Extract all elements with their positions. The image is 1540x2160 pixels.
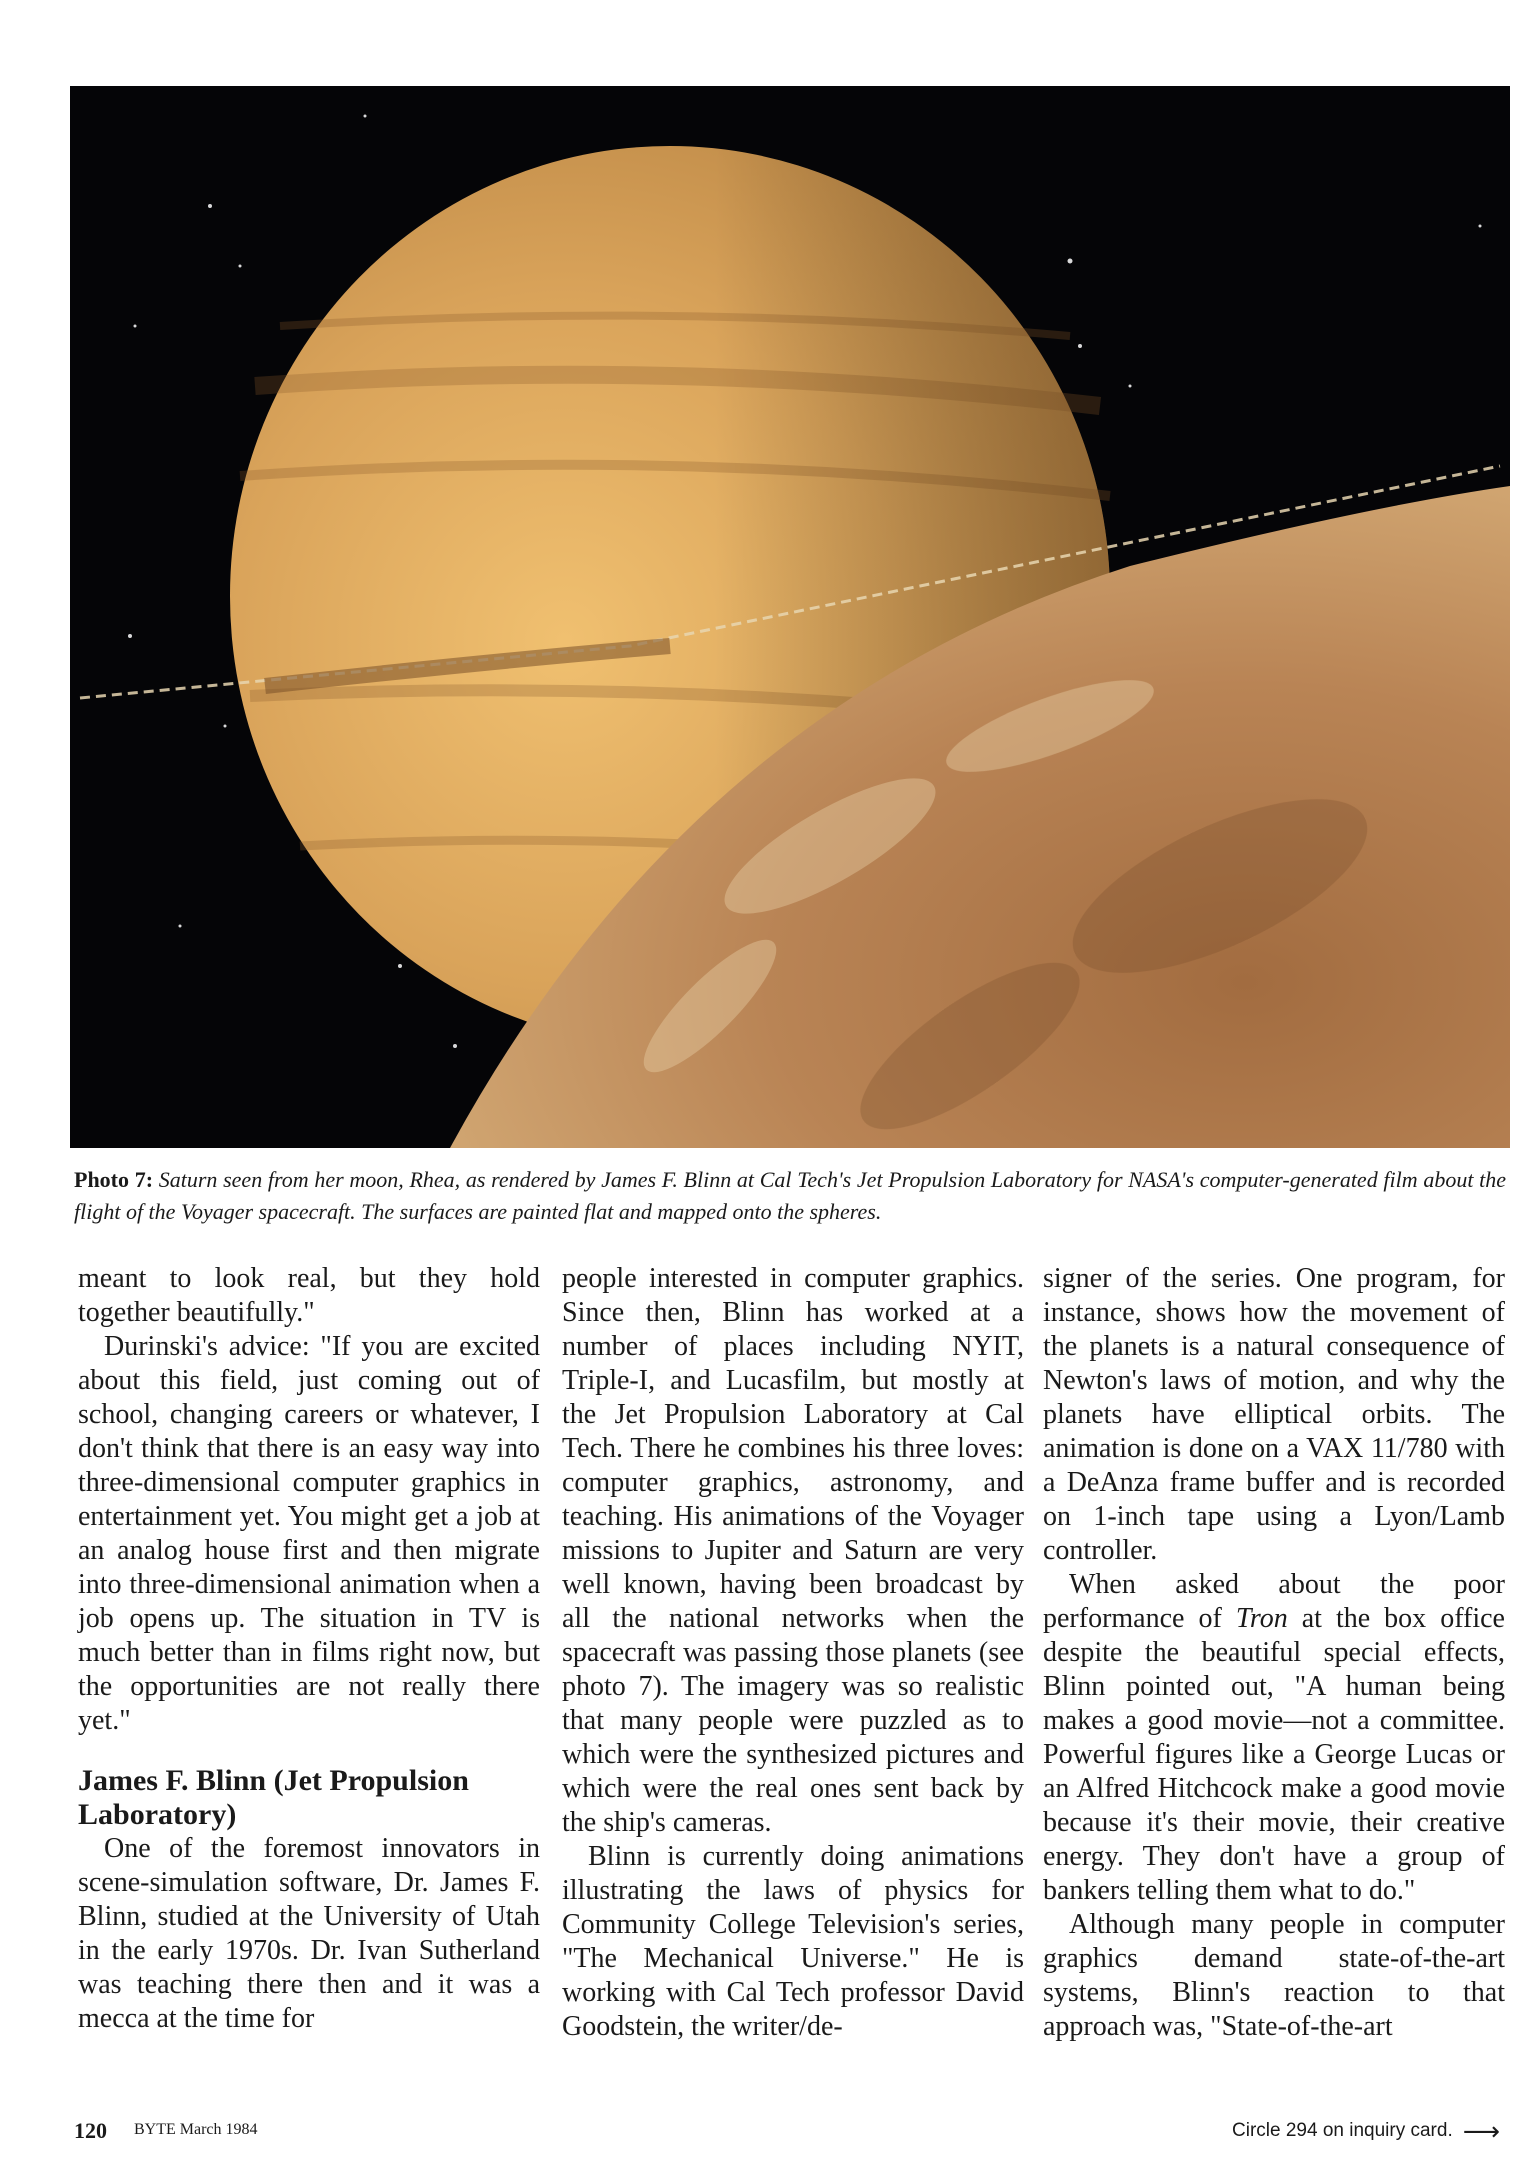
column-1 (78, 1262, 540, 2036)
page-footer (0, 2118, 1540, 2158)
paragraph: One of the foremost innovators in scene-simulation software, Dr. James F. Blinn, studied at the University of Utah in the early 1970s. Dr. Ivan Sutherland was teaching there then and it was a mecca at the time for (78, 1833, 540, 2034)
text-run: When asked about the poor performance of (1043, 1569, 1505, 1634)
paragraph: Although many people in computer graphics demand state-of-the-art systems, Blinn's reaction to that approach was, "State-of-the-art (1043, 1909, 1505, 2042)
paragraph: Durinski's advice: "If you are excited about this field, just coming out of school, changing careers or whatever, I don't think that there is an easy way into three-dimensional computer graphics in entertainment yet. You might get a job at an analog house first and then migrate into three-dimensional animation when a job opens up. The situation in TV is much better than in films right now, but the opportunities are not really there yet." (78, 1331, 540, 1736)
paragraph: people interested in computer graphics. Since then, Blinn has worked at a number of places including NYIT, Triple-I, and Lucasfilm, but mostly at the Jet Propulsion Laboratory at Cal Tech. There he combines his three loves: computer graphics, astronomy, and teaching. His animations of the Voyager missions to Jupiter and Saturn are very well known, having been broadcast by all the national networks when the spacecraft was passing those planets (see photo 7). The imagery was so realistic that many people were puzzled as to which were the synthesized pictures and which were the real ones sent back by the ship's cameras. (562, 1263, 1024, 1838)
paragraph (1043, 1568, 1505, 1908)
column-3 (1043, 1262, 1505, 2044)
caption-label: Photo 7: (74, 1167, 154, 1192)
inquiry-note (1232, 2116, 1500, 2146)
saturn-photo (70, 86, 1510, 1148)
inquiry-text: Circle 294 on inquiry card. (1232, 2120, 1453, 2141)
saturn-rhea-illustration (70, 86, 1510, 1148)
column-2 (562, 1262, 1024, 2044)
caption-text: Saturn seen from her moon, Rhea, as rendered by James F. Blinn at Cal Tech's Jet Propulsion Laboratory for NASA's computer-generated film about the flight of the Voyager spacecraft. The surfaces are painted flat and mapped onto the spheres. (74, 1167, 1507, 1224)
text-run: at the box office despite the beautiful special effects, Blinn pointed out, "A human being makes a good movie—not a committee. Powerful figures like a George Lucas or an Alfred Hitchcock make a good movie because it's their movie, their creative energy. They don't have a group of bankers telling them what to do." (1043, 1603, 1505, 1906)
article-body (0, 1262, 1540, 2082)
arrow-right-icon: ⟶ (1462, 2116, 1500, 2146)
paragraph: Blinn is currently doing animations illustrating the laws of physics for Community College Television's series, "The Mechanical Universe." He is working with Cal Tech professor David Goodstein, the writer/de- (562, 1841, 1024, 2042)
page-number: 120 (74, 2118, 107, 2143)
paragraph: meant to look real, but they hold together beautifully." (78, 1263, 540, 1328)
magazine-issue: BYTE March 1984 (134, 2121, 258, 2138)
paragraph: signer of the series. One program, for instance, shows how the movement of the planets is a natural consequence of Newton's laws of motion, and why the planets have elliptical orbits. The animation is done on a VAX 11/780 with a DeAnza frame buffer and is recorded on 1-inch tape using a Lyon/Lamb controller. (1043, 1263, 1505, 1566)
film-title: Tron (1235, 1603, 1288, 1634)
section-heading: James F. Blinn (Jet Propulsion Laboratory) (78, 1764, 469, 1831)
photo-caption (74, 1164, 1506, 1228)
